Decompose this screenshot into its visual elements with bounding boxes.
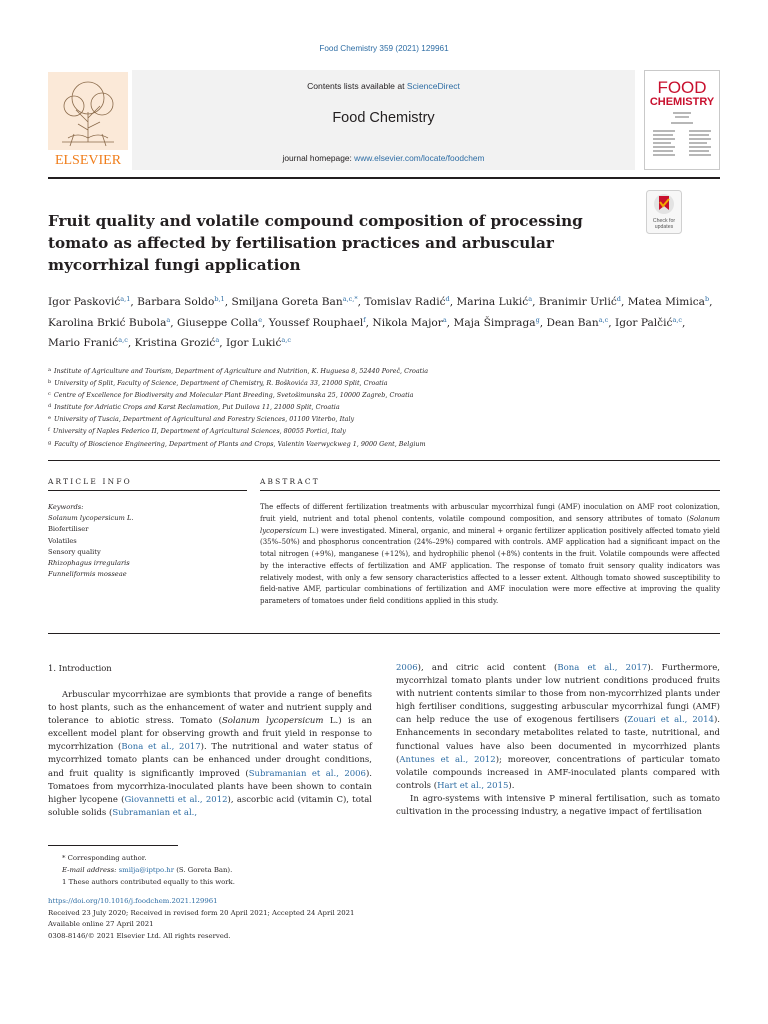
homepage-prefix: journal homepage: [282, 153, 355, 163]
journal-name: Food Chemistry [332, 110, 435, 126]
intro-text: ). Enhancements in secondary metabolites related to taste, nutritional, and functional values have also been documented in mycorrhized plants ( [396, 715, 720, 765]
author-name: Kristina Grozić [134, 337, 216, 349]
intro-left-column [48, 689, 372, 820]
author-name: Igor Pasković [48, 296, 121, 308]
citation-link[interactable]: Subramanian et al., [112, 807, 198, 818]
author-name: Igor Lukić [226, 337, 282, 349]
article-title: Fruit quality and volatile compound composition of processing tomato as affected by fertilisation practices and arbuscular mycorrhizal fungi application [48, 212, 583, 274]
author-name: Youssef Rouphael [268, 316, 364, 329]
footnotes [48, 852, 448, 888]
received-dates: Received 23 July 2020; Received in revised form 20 April 2021; Accepted 24 April 2021 [48, 908, 355, 917]
author-affiliation-marker[interactable]: a,c [281, 336, 291, 344]
keywords-label: Keywords: [48, 503, 84, 511]
author-affiliation-marker[interactable]: a,c,* [342, 295, 358, 303]
author[interactable] [137, 296, 225, 308]
affiliation-divider [48, 460, 720, 461]
check-for-label: Check for [652, 218, 676, 224]
intro-text: ), and citric acid content ( [417, 663, 558, 673]
updates-label: updates [654, 224, 674, 230]
author-name: Nikola Major [372, 316, 443, 329]
affiliation-text: University of Tuscia, Department of Agricultural and Forestry Sciences, 01100 Viterbo, Italy [53, 415, 355, 424]
footnote-divider [48, 845, 178, 846]
affiliation [48, 389, 720, 401]
keyword-item: Solanum lycopersicum L. [48, 514, 134, 523]
author-affiliation-marker[interactable]: a,c [672, 315, 683, 324]
author-name: Marina Lukić [456, 296, 529, 308]
affiliation [48, 413, 720, 425]
author-affiliation-marker[interactable]: a,c [118, 336, 128, 344]
affiliation-key: f [48, 427, 50, 434]
author[interactable] [372, 317, 446, 329]
author[interactable] [547, 317, 609, 329]
article-metadata [48, 896, 548, 942]
author-affiliation-marker[interactable]: a [166, 315, 171, 324]
abstract-species: Solanum lycopersicum [260, 514, 720, 535]
intro-right-paragraph [396, 662, 720, 793]
abstract-heading: ABSTRACT [260, 477, 320, 486]
citation-link[interactable]: Zouari et al., 2014 [627, 715, 714, 726]
affiliation-key: g [48, 439, 52, 446]
email-link[interactable]: smilja@iptpo.hr [118, 866, 174, 874]
citation-link[interactable]: Bona et al., 2017 [557, 663, 648, 673]
homepage-line [132, 153, 635, 163]
author-affiliation-marker[interactable]: a,1 [120, 295, 131, 303]
contents-prefix: Contents lists available at [307, 81, 407, 91]
keyword-item: Funneliformis mosseae [48, 570, 127, 579]
author[interactable] [48, 296, 130, 308]
affiliation [48, 377, 720, 389]
affiliation-text: University of Naples Federico II, Department of Agricultural Sciences, 80055 Portici, Italy [52, 427, 346, 436]
author-affiliation-marker[interactable]: b [705, 295, 710, 303]
keyword-item: Rhizophagus irregularis [48, 559, 130, 568]
author-name: Giuseppe Colla [177, 316, 259, 329]
keywords-block [48, 502, 247, 580]
keyword-item: Volatiles [48, 536, 77, 545]
intro-text: L.) is an excellent model plant for observing growth and fruit yield in response to mycorrhization ( [48, 716, 372, 753]
affiliation-key: e [48, 415, 51, 422]
abstract-text [260, 502, 720, 608]
author-name: Tomislav Radić [364, 296, 446, 308]
author[interactable] [177, 317, 262, 329]
author-affiliation-marker[interactable]: a,c [598, 315, 609, 324]
affiliation-text: Faculty of Bioscience Engineering, Department of Plants and Crops, Valentin Vaerwyckweg 1, 9000 Gent, Belgium [54, 439, 426, 448]
sciencedirect-link[interactable]: ScienceDirect [406, 81, 460, 91]
available-online: Available online 27 April 2021 [48, 920, 154, 928]
header-divider [48, 177, 720, 179]
journal-reference[interactable]: Food Chemistry 359 (2021) 129961 [319, 44, 449, 53]
intro-text: ). The nutritional and water status of mycorrhized tomato plants can be enhanced under drought conditions, and fruit quality is significantly improved ( [48, 742, 372, 779]
keyword-item: Sensory quality [48, 547, 101, 556]
cover-text-lines [653, 113, 711, 155]
abstract-divider [260, 490, 720, 491]
affiliation-text: Centre of Excellence for Biodiversity and Molecular Plant Breeding, Svetošimunska 25, 10000 Zagreb, Croatia [53, 391, 414, 400]
affiliation-text: Institute for Adriatic Crops and Karst Reclamation, Put Duilova 11, 21000 Split, Croatia [54, 403, 340, 412]
check-for-updates-badge[interactable] [646, 190, 682, 234]
affiliation [48, 365, 720, 377]
author[interactable] [453, 317, 539, 329]
citation-link[interactable]: Antunes et al., 2012 [399, 754, 496, 765]
author-affiliation-marker[interactable]: e [258, 315, 263, 324]
intro-text: ), ascorbic acid (vitamin C), total soluble solids ( [48, 794, 373, 818]
abstract-part: L.) were investigated. Mineral, organic, and mineral + organic fertilizer application positively affected tomato yield (35%–50%) and phosphorus concentration (24%–29%) compared with controls. AMF application had a significant impact on the total nitrogen (+9%), manganese (+12%), and hydrophilic phenol (+8%) contents in the fruit. Volatile compounds were affected by the interactive effects of fertilization and AMF application. The response of tomato fruit sensory quality indicators was relatively modest, with only a few sensory characteristics affected to a lesser extent. Although tomato showed susceptibility to field-native AMF, particular combinations of fertilization and AMF inoculation were more effective at improving the quality parameters of tomatoes under field conditions applied in this study. [260, 526, 720, 605]
bookmark-icon [654, 194, 674, 214]
author-name: Barbara Soldo [137, 296, 215, 308]
article-info-heading: ARTICLE INFO [48, 477, 132, 486]
introduction-heading: 1. Introduction [48, 663, 112, 673]
affiliation-key: a [48, 367, 51, 373]
contents-line [132, 81, 635, 91]
author-name: Karolina Brkić Bubola [48, 316, 167, 329]
affiliation [48, 438, 720, 450]
email-label: E-mail address: [62, 866, 117, 874]
homepage-link[interactable]: www.elsevier.com/locate/foodchem [354, 153, 485, 163]
citation-link[interactable]: Bona et al., 2017 [121, 742, 201, 753]
author-affiliation-marker[interactable]: f [363, 315, 366, 324]
intro-text: ). [508, 780, 515, 791]
author[interactable] [615, 317, 682, 329]
cover-title-2: CHEMISTRY [649, 96, 715, 108]
corresponding-author-note: * Corresponding author. [62, 854, 147, 862]
author-affiliation-marker[interactable]: d [616, 295, 621, 303]
affiliation-key: c [48, 391, 51, 398]
author-name: Dean Ban [546, 316, 599, 329]
author-name: Matea Mimica [627, 296, 705, 308]
equal-contribution-note: 1 These authors contributed equally to this work. [62, 878, 235, 886]
author[interactable] [135, 337, 220, 349]
author[interactable] [269, 317, 366, 329]
citation-link[interactable]: Giovannetti et al., 2012 [124, 794, 228, 805]
author-list: Igor Pasković$^{a,1}$, Barbara Soldo$^{b,1}$, Smiljana Goreta Ban$^{a,c,*}$, Tomislav Radić$^d$, Marina Lukić$^a$, Branimir Urlić$^d$, Matea Mimica$^b$, Karolina Brkić Bubola$^a$, Giuseppe Colla$^e$, Youssef Rouphael$^f$, Nikola Major$^a$, Maja Šimpraga$^g$, Dean Ban$^{a,c}$, Igor Palčić$^{a,c}$, Mario Franić$^{a,c}$, Kristina Grozić$^a$, Igor Lukić$^{a,c}$ [48, 295, 713, 349]
author-affiliation-marker[interactable]: d [445, 295, 450, 303]
intro-right-column [396, 662, 720, 819]
author[interactable] [48, 317, 170, 329]
cover-art [645, 71, 719, 169]
author-name: Smiljana Goreta Ban [231, 296, 343, 308]
doi-link[interactable]: https://doi.org/10.1016/j.foodchem.2021.129961 [48, 897, 218, 905]
author[interactable] [628, 296, 709, 308]
article-info-divider [48, 490, 247, 491]
author[interactable] [456, 296, 532, 308]
author-affiliation-marker[interactable]: a [528, 295, 533, 303]
affiliation-text: Institute of Agriculture and Tourism, Department of Agriculture and Nutrition, K. Huguesa 8, 52440 Poreč, Croatia [53, 367, 429, 375]
email-suffix: (S. Goreta Ban). [174, 866, 233, 874]
affiliation [48, 401, 720, 413]
author-name: Branimir Urlić [538, 296, 617, 308]
abstract-bottom-divider [48, 633, 720, 634]
affiliation-text: University of Split, Faculty of Science, Department of Chemistry, R. Boškovića 33, 21000 Split, Croatia [54, 379, 388, 388]
intro-text: ). Tomatoes from mycorrhiza-inoculated plants have been shown to contain higher lycopene ( [48, 768, 372, 805]
author[interactable] [539, 296, 621, 308]
copyright: 0308-8146/© 2021 Elsevier Ltd. All rights reserved. [48, 931, 231, 940]
citation-link[interactable]: Subramanian et al., 2006 [248, 768, 366, 779]
elsevier-logo[interactable] [48, 72, 128, 168]
author[interactable] [364, 296, 449, 308]
author-name: Igor Palčić [615, 316, 673, 329]
affiliation-key: b [48, 379, 52, 386]
affiliation-key: d [48, 403, 52, 410]
affiliation-list [48, 365, 720, 450]
intro-text: ); moreover, concentrations of particular tomato volatile compounds increased in AMF-inoculated plants compared with controls ( [396, 754, 720, 791]
cover-title-1: FOOD [657, 78, 707, 97]
journal-cover[interactable] [644, 70, 720, 170]
intro-right-paragraph-2: In agro-systems with intensive P mineral fertilisation, such as tomato cultivation in the processing industry, a negative impact of fertilisation [396, 793, 720, 818]
affiliation [48, 425, 720, 437]
author-affiliation-marker[interactable]: a [215, 336, 220, 344]
author[interactable] [226, 337, 291, 349]
intro-species: Solanum lycopersicum [221, 716, 324, 727]
author[interactable] [231, 296, 357, 308]
author[interactable] [48, 337, 128, 349]
abstract-part: The effects of different fertilization treatments with arbuscular mycorrhizal fungi (AMF) inoculation on AMF root colonization, fruit yield, nutrient and total phenol contents, volatile compound composition, and sensory attributes of tomato ( [260, 503, 720, 523]
intro-text: Arbuscular mycorrhizae are symbionts that provide a range of benefits to host plants, such as the enhancement of water and nutrient supply and tolerance to abiotic stress. Tomato ( [48, 690, 372, 727]
author-affiliation-marker[interactable]: a [442, 315, 447, 324]
intro-text: ). Furthermore, mycorrhizal tomato plants under low nutrient conditions produced fruits with nutrient contents similar to those from non-mycorrhized plants under high fertiliser conditions, suggesting arbuscular mycorrhizal fungi (AMF) can help reduce the use of exogenous fertilisers ( [396, 663, 720, 726]
publisher-name: ELSEVIER [54, 153, 122, 168]
author-affiliation-marker[interactable]: b,1 [214, 295, 225, 303]
author-affiliation-marker[interactable]: g [535, 315, 540, 324]
author-name: Maja Šimpraga [453, 316, 536, 329]
citation-link[interactable]: 2006 [396, 663, 418, 673]
email-note [48, 864, 448, 876]
keyword-item: Biofertiliser [48, 525, 89, 534]
author-name: Mario Franić [48, 337, 119, 349]
citation-link[interactable]: Hart et al., 2015 [437, 780, 509, 791]
